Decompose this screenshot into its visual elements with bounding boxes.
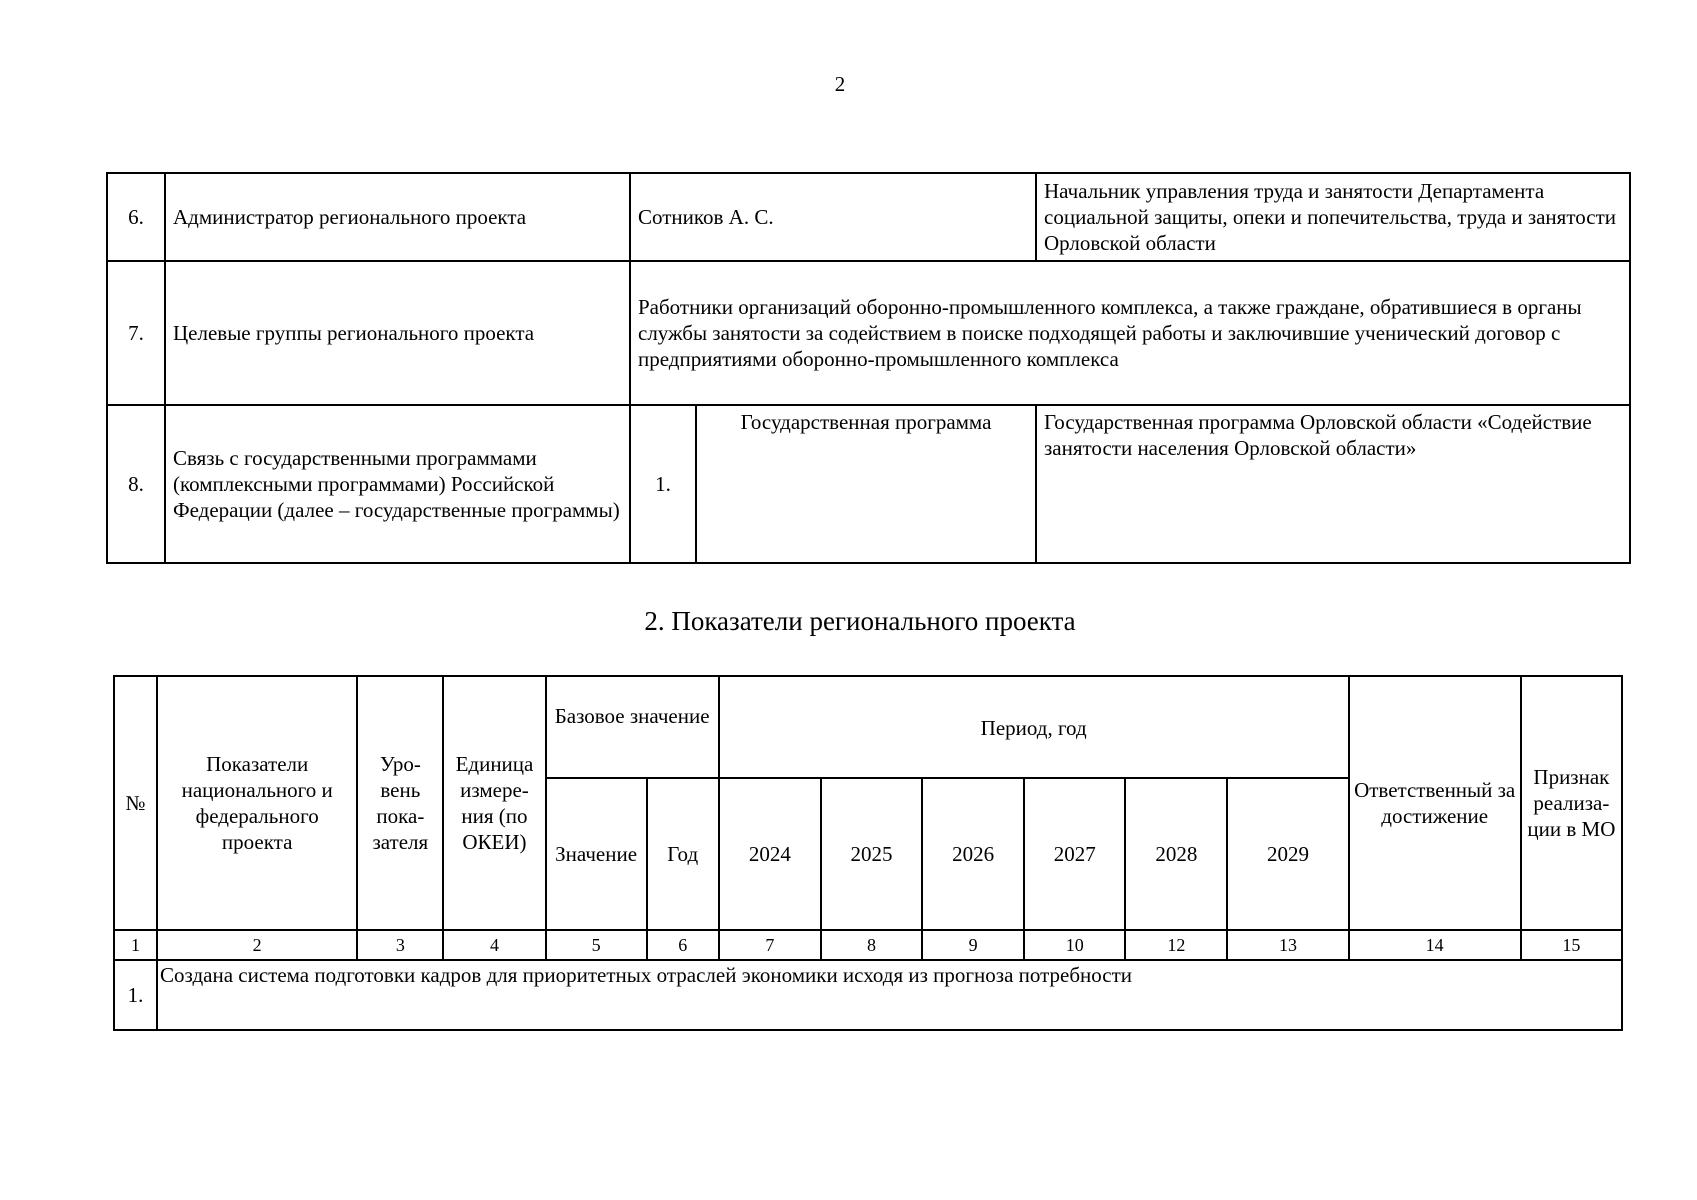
program-type: Государственная программа [696, 405, 1036, 563]
table-row [114, 960, 1622, 1030]
header-period: Период, год [719, 676, 1349, 778]
header-unit: Единица измере-ния (по ОКЕИ) [443, 676, 545, 930]
passport-row-6 [107, 173, 1630, 261]
administrator-name: Сотников А. С. [630, 173, 1036, 261]
passport-row-7 [107, 261, 1630, 405]
row-number: 6. [107, 173, 165, 261]
column-number: 10 [1024, 930, 1125, 960]
column-number: 14 [1349, 930, 1521, 960]
target-groups-value: Работники организаций оборонно-промышленного комплекса, а также граждане, обратившиеся в органы службы занятости за содействием в поиске подходящей работы и заключившие ученический договор с предприятиями оборонно-промышленного комплекса [630, 261, 1630, 405]
column-number: 3 [357, 930, 443, 960]
program-sub-number: 1. [630, 405, 696, 563]
header-year-2024: 2024 [719, 778, 821, 930]
row-number: 1. [114, 960, 157, 1030]
program-name: Государственная программа Орловской области «Содействие занятости населения Орловской области» [1036, 405, 1630, 563]
header-year-2025: 2025 [821, 778, 922, 930]
row-number: 8. [107, 405, 165, 563]
column-number: 9 [922, 930, 1024, 960]
section-title: 2. Показатели регионального проекта [644, 606, 1076, 636]
administrator-position: Начальник управления труда и занятости Департамента социальной защиты, опеки и попечительства, труда и занятости Орловской области [1036, 173, 1630, 261]
column-number: 8 [821, 930, 922, 960]
header-year-2026: 2026 [922, 778, 1024, 930]
header-responsible: Ответственный за достижение [1349, 676, 1521, 930]
column-number-row [114, 930, 1622, 960]
header-year-2028: 2028 [1125, 778, 1227, 930]
row-label: Целевые группы регионального проекта [165, 261, 630, 405]
passport-row-8 [107, 405, 1630, 563]
row-label: Связь с государственными программами (комплексными программами) Российской Федерации (далее – государственные программы) [165, 405, 630, 563]
column-number: 13 [1227, 930, 1348, 960]
header-base-year: Год [647, 778, 719, 930]
header-mo: Признак реализа-ции в МО [1521, 676, 1622, 930]
column-number: 2 [157, 930, 357, 960]
column-number: 1 [114, 930, 157, 960]
header-num: № [114, 676, 157, 930]
column-number: 12 [1125, 930, 1227, 960]
column-number: 4 [443, 930, 545, 960]
row-section-text: Создана система подготовки кадров для приоритетных отраслей экономики исходя из прогноза потребности [157, 960, 1622, 1030]
column-number: 15 [1521, 930, 1622, 960]
column-number: 5 [546, 930, 647, 960]
header-level: Уро-вень пока-зателя [357, 676, 443, 930]
header-year-2027: 2027 [1024, 778, 1125, 930]
passport-table [106, 172, 1631, 564]
indicators-table [113, 675, 1623, 1031]
page-number: 2 [834, 72, 846, 96]
header-base: Базовое значение [546, 676, 719, 778]
row-label: Администратор регионального проекта [165, 173, 630, 261]
header-base-value: Значение [546, 778, 647, 930]
column-number: 7 [719, 930, 821, 960]
header-year-2029: 2029 [1227, 778, 1348, 930]
header-indicator: Показатели национального и федерального проекта [157, 676, 357, 930]
header-row-1 [114, 676, 1622, 778]
column-number: 6 [647, 930, 719, 960]
row-number: 7. [107, 261, 165, 405]
